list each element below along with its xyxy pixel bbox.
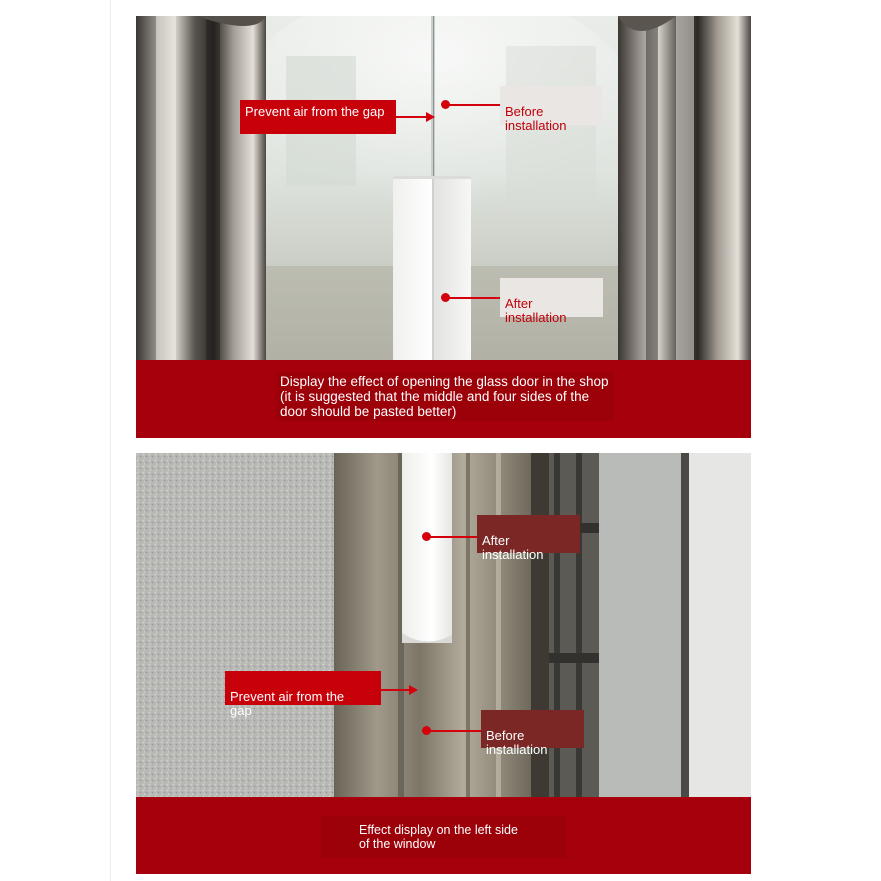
after-installation-label (500, 278, 603, 325)
after-installation-label-2 (477, 515, 580, 562)
prevent-gap-line-2 (381, 689, 411, 691)
after-installation-text: After installation (505, 296, 567, 325)
before-installation-label-2 (481, 710, 584, 757)
glass-door-illustration (136, 16, 751, 360)
caption-bar (136, 360, 751, 438)
before-line (446, 104, 500, 106)
window-panel (136, 453, 751, 874)
prevent-gap-arrow (426, 112, 435, 122)
after-installation-text-2: After installation (482, 533, 544, 562)
caption-text: Display the effect of opening the glass door in the shop (it is suggested that the middle and four sides of the door should be pasted better) (276, 372, 614, 421)
prevent-gap-text-2: Prevent air from the gap (230, 689, 345, 718)
prevent-gap-arrow-2 (409, 685, 418, 695)
prevent-gap-label-2 (225, 671, 381, 718)
window-illustration (136, 453, 751, 797)
caption-text-2: Effect display on the left side of the window (321, 816, 566, 858)
before-line-2 (427, 730, 481, 732)
window-photo (136, 453, 751, 797)
prevent-gap-line (396, 116, 428, 118)
before-installation-label (500, 86, 602, 133)
after-line-2 (427, 536, 477, 538)
prevent-gap-label (240, 100, 396, 134)
page-edge-line (110, 0, 111, 881)
before-installation-text: Before installation (505, 104, 567, 133)
glass-door-photo (136, 16, 751, 360)
prevent-gap-text: Prevent air from the gap (245, 104, 385, 119)
caption-bar-2 (136, 797, 751, 874)
after-line (446, 297, 500, 299)
before-installation-text-2: Before installation (486, 728, 548, 757)
glass-door-panel (136, 16, 751, 438)
